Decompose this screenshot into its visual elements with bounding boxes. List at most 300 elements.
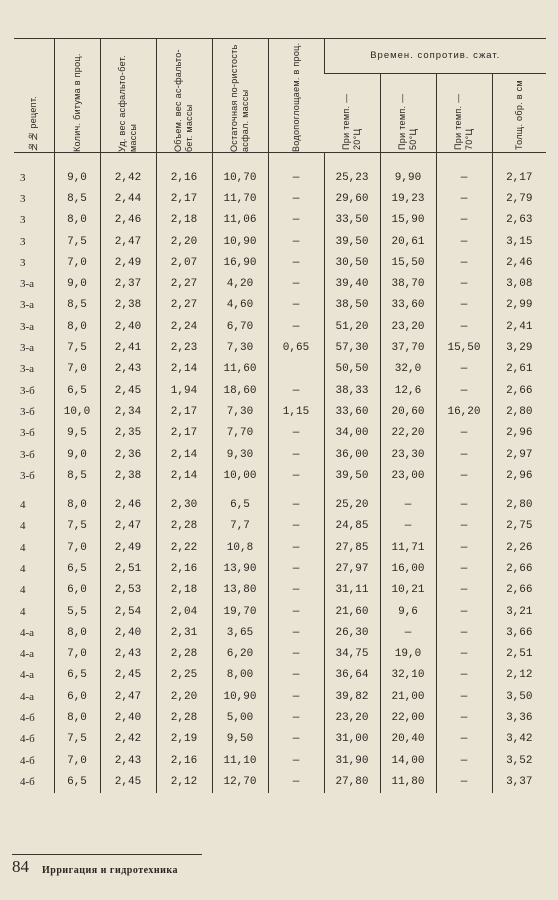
table-cell: 2,28	[156, 644, 212, 665]
table-cell: —	[268, 465, 324, 486]
table-row	[14, 273, 546, 294]
table-cell: 2,66	[492, 558, 546, 579]
table-cell: 27,80	[324, 771, 380, 792]
table-cell: 57,30	[324, 337, 380, 358]
table-cell: 1,15	[268, 401, 324, 422]
spacer-cell	[212, 486, 268, 494]
table-cell: 2,51	[492, 644, 546, 665]
table-cell: 39,50	[324, 465, 380, 486]
table-cell: 2,25	[156, 665, 212, 686]
table-cell: 2,16	[156, 750, 212, 771]
table-cell: 3	[20, 235, 26, 248]
table-cell: 3-а	[20, 342, 35, 355]
table-cell: 2,22	[156, 537, 212, 558]
table-cell: —	[268, 295, 324, 316]
table-cell: 23,20	[324, 707, 380, 728]
table-cell: —	[268, 494, 324, 515]
table-cell: 2,18	[156, 580, 212, 601]
table-cell: 8,00	[212, 665, 268, 686]
header-compression-group: Времен. сопротив. сжат.	[324, 39, 546, 74]
table-cell: 9,90	[380, 153, 436, 189]
table-row	[14, 153, 546, 189]
table-cell: 2,47	[100, 231, 156, 252]
table-cell: 11,71	[380, 537, 436, 558]
table-cell: 33,50	[324, 210, 380, 231]
table-cell: 24,85	[324, 516, 380, 537]
table-cell: 15,90	[380, 210, 436, 231]
table-cell: 23,30	[380, 444, 436, 465]
table-row	[14, 252, 546, 273]
table-cell: 10,00	[212, 465, 268, 486]
table-row	[14, 494, 546, 515]
table-cell: 33,60	[324, 401, 380, 422]
table-cell: 29,60	[324, 188, 380, 209]
table-row	[14, 558, 546, 579]
table-cell: —	[268, 316, 324, 337]
header-bitumen: Колич. битума в проц.	[54, 39, 100, 153]
table-cell: 2,17	[156, 423, 212, 444]
table-cell: 2,36	[100, 444, 156, 465]
table-cell: 1,94	[156, 380, 212, 401]
table-cell: 2,45	[100, 771, 156, 792]
table-row	[14, 444, 546, 465]
table-cell: 3,15	[492, 231, 546, 252]
table-cell: 2,45	[100, 380, 156, 401]
table-cell: —	[436, 707, 492, 728]
header-specific-weight: Уд. вес асфальто-бет. массы	[100, 39, 156, 153]
table-row	[14, 337, 546, 358]
table-cell: 4	[20, 562, 26, 575]
table-cell: 3,65	[212, 622, 268, 643]
table-cell: 2,43	[100, 750, 156, 771]
table-cell: 31,11	[324, 580, 380, 601]
table-row	[14, 516, 546, 537]
table-cell: 2,79	[492, 188, 546, 209]
table-cell: 2,44	[100, 188, 156, 209]
table-cell: 6,5	[54, 771, 100, 792]
header-volume-weight: Объем. вес ас-фальто-бет. массы	[156, 39, 212, 153]
table-cell: 6,5	[54, 558, 100, 579]
table-cell: 7,5	[54, 337, 100, 358]
table-cell: —	[436, 771, 492, 792]
table-cell: 2,20	[156, 231, 212, 252]
table-cell: —	[436, 580, 492, 601]
table-cell: 10,0	[54, 401, 100, 422]
table-cell: 9,30	[212, 444, 268, 465]
table-row	[14, 537, 546, 558]
table-cell: —	[436, 295, 492, 316]
table-cell: 8,0	[54, 622, 100, 643]
table-row	[14, 665, 546, 686]
table-cell: —	[436, 153, 492, 189]
table-cell: 4,60	[212, 295, 268, 316]
table-cell: —	[268, 210, 324, 231]
table-cell: 3-б	[20, 384, 35, 397]
table-cell: —	[268, 771, 324, 792]
table-cell: —	[268, 188, 324, 209]
spacer-cell	[324, 486, 380, 494]
header-temp-70: При темп. — 70°Ц	[436, 74, 492, 153]
spacer-cell	[14, 486, 54, 494]
table-cell: —	[268, 686, 324, 707]
table-cell: —	[436, 252, 492, 273]
header-thickness: Толщ. обр. в см	[492, 74, 546, 153]
table-cell: 8,0	[54, 707, 100, 728]
table-cell: 36,00	[324, 444, 380, 465]
table-cell: 37,70	[380, 337, 436, 358]
table-cell: —	[436, 273, 492, 294]
table-cell: —	[436, 316, 492, 337]
table-cell: 2,31	[156, 622, 212, 643]
table-cell: —	[268, 273, 324, 294]
table-cell: 2,43	[100, 644, 156, 665]
table-cell: 2,14	[156, 359, 212, 380]
table-cell: 2,47	[100, 686, 156, 707]
table-cell: 3	[20, 214, 26, 227]
table-cell: —	[436, 188, 492, 209]
table-cell: 3	[20, 192, 26, 205]
table-cell: 3,52	[492, 750, 546, 771]
table-cell: 12,6	[380, 380, 436, 401]
table-cell: —	[436, 380, 492, 401]
table-cell: —	[436, 686, 492, 707]
table-cell: 2,54	[100, 601, 156, 622]
table-cell: 7,30	[212, 401, 268, 422]
table-cell: 6,0	[54, 580, 100, 601]
table-row	[14, 771, 546, 792]
table-cell: 2,14	[156, 465, 212, 486]
table-cell: 3,36	[492, 707, 546, 728]
table-cell: 2,47	[100, 516, 156, 537]
table-row	[14, 188, 546, 209]
table-row	[14, 359, 546, 380]
table-cell: 3-а	[20, 363, 35, 376]
table-cell: 27,97	[324, 558, 380, 579]
table-cell: 3,21	[492, 601, 546, 622]
spacer-cell	[100, 486, 156, 494]
table-cell: 38,70	[380, 273, 436, 294]
table-row	[14, 622, 546, 643]
table-row	[14, 380, 546, 401]
table-cell: 16,90	[212, 252, 268, 273]
table-cell: 20,40	[380, 729, 436, 750]
table-cell: 25,23	[324, 153, 380, 189]
table-cell: 2,66	[492, 580, 546, 601]
spacer-cell	[380, 486, 436, 494]
table-cell: —	[436, 729, 492, 750]
table-cell: —	[268, 558, 324, 579]
table-cell: 11,06	[212, 210, 268, 231]
table-cell: 2,20	[156, 686, 212, 707]
table-cell	[268, 359, 324, 380]
table-cell: 3-б	[20, 427, 35, 440]
table-row	[14, 423, 546, 444]
table-cell: 3	[20, 171, 26, 184]
table-cell: —	[436, 423, 492, 444]
table-cell: 14,00	[380, 750, 436, 771]
table-row	[14, 401, 546, 422]
table-cell: —	[268, 622, 324, 643]
table-cell: 7,0	[54, 750, 100, 771]
table-cell: 11,60	[212, 359, 268, 380]
table-cell: 13,90	[212, 558, 268, 579]
table-cell: 0,65	[268, 337, 324, 358]
table-cell: 39,50	[324, 231, 380, 252]
table-cell: 9,50	[212, 729, 268, 750]
table-cell: —	[436, 601, 492, 622]
table-cell: 3,66	[492, 622, 546, 643]
table-cell: 7,5	[54, 231, 100, 252]
table-cell: 4-а	[20, 690, 35, 703]
table-cell: 2,46	[100, 210, 156, 231]
spacer-cell	[156, 486, 212, 494]
table-cell: 22,00	[380, 707, 436, 728]
table-row	[14, 644, 546, 665]
table-cell: 4-а	[20, 626, 35, 639]
table-cell: 3-б	[20, 469, 35, 482]
table-cell: —	[380, 494, 436, 515]
table-cell: 7,5	[54, 516, 100, 537]
table-row	[14, 210, 546, 231]
table-cell: —	[268, 423, 324, 444]
table-cell: 51,20	[324, 316, 380, 337]
table-cell: 2,46	[492, 252, 546, 273]
table-cell: 5,00	[212, 707, 268, 728]
table-cell: 30,50	[324, 252, 380, 273]
table-cell: 6,5	[54, 665, 100, 686]
table-cell: 12,70	[212, 771, 268, 792]
table-cell: 4-б	[20, 712, 35, 725]
table-row	[14, 686, 546, 707]
header-temp-20: При темп. — 20°Ц	[324, 74, 380, 153]
table-cell: 2,26	[492, 537, 546, 558]
table-cell: 25,20	[324, 494, 380, 515]
table-cell: 2,99	[492, 295, 546, 316]
table-cell: 7,7	[212, 516, 268, 537]
table-cell: 4-б	[20, 775, 35, 788]
table-cell: 22,20	[380, 423, 436, 444]
table-cell: —	[268, 644, 324, 665]
table-cell: 38,33	[324, 380, 380, 401]
table-cell: 2,42	[100, 729, 156, 750]
table-cell: 39,82	[324, 686, 380, 707]
table-cell: 2,46	[100, 494, 156, 515]
page-number: 84	[12, 857, 29, 876]
table-cell: 2,04	[156, 601, 212, 622]
table-cell: 2,16	[156, 153, 212, 189]
table-cell: 8,0	[54, 210, 100, 231]
table-cell: —	[436, 359, 492, 380]
table-cell: 20,61	[380, 231, 436, 252]
table-cell: —	[380, 622, 436, 643]
table-cell: 2,27	[156, 273, 212, 294]
table-cell: —	[268, 707, 324, 728]
table-cell: 9,6	[380, 601, 436, 622]
table-cell: 23,00	[380, 465, 436, 486]
page-footer	[12, 854, 202, 876]
table-cell: 2,40	[100, 622, 156, 643]
table-cell: 8,5	[54, 465, 100, 486]
table-cell: 16,20	[436, 401, 492, 422]
table-cell: 26,30	[324, 622, 380, 643]
table-cell: 2,40	[100, 316, 156, 337]
table-cell: 2,18	[156, 210, 212, 231]
table-cell: 50,50	[324, 359, 380, 380]
table-cell: 9,0	[54, 444, 100, 465]
table-cell: 3	[20, 256, 26, 269]
table-cell: 34,75	[324, 644, 380, 665]
table-cell: 34,00	[324, 423, 380, 444]
table-cell: 38,50	[324, 295, 380, 316]
table-row	[14, 750, 546, 771]
table-cell: 9,0	[54, 273, 100, 294]
table-cell: 33,60	[380, 295, 436, 316]
table-row	[14, 465, 546, 486]
table-cell: 2,17	[156, 188, 212, 209]
table-cell: 2,45	[100, 665, 156, 686]
table-cell: —	[436, 665, 492, 686]
journal-title: Ирригация и гидротехника	[42, 865, 178, 876]
table-cell: 2,17	[156, 401, 212, 422]
asphalt-concrete-test-table	[14, 38, 546, 793]
table-cell: 15,50	[380, 252, 436, 273]
table-cell: 6,5	[54, 380, 100, 401]
table-cell: 2,42	[100, 153, 156, 189]
table-row	[14, 231, 546, 252]
table-cell: —	[268, 729, 324, 750]
table-cell: 21,60	[324, 601, 380, 622]
table-cell: 2,66	[492, 380, 546, 401]
table-cell: 31,00	[324, 729, 380, 750]
table-cell: —	[436, 444, 492, 465]
table-cell: —	[268, 516, 324, 537]
table-cell: 4	[20, 499, 26, 512]
table-cell: —	[436, 558, 492, 579]
table-row	[14, 707, 546, 728]
table-row	[14, 316, 546, 337]
table-cell: 2,53	[100, 580, 156, 601]
spacer-cell	[54, 486, 100, 494]
table-cell: 19,70	[212, 601, 268, 622]
table-cell: —	[436, 750, 492, 771]
table-cell: —	[436, 644, 492, 665]
table-cell: 2,28	[156, 707, 212, 728]
table-cell: 39,40	[324, 273, 380, 294]
table-cell: 4,20	[212, 273, 268, 294]
table-cell: 8,0	[54, 316, 100, 337]
group-spacer-row	[14, 486, 546, 494]
table-cell: 10,90	[212, 686, 268, 707]
table-cell: —	[436, 494, 492, 515]
table-cell: 4-б	[20, 754, 35, 767]
table-cell: 2,96	[492, 465, 546, 486]
table-cell: 7,0	[54, 359, 100, 380]
table-cell: —	[268, 580, 324, 601]
table-cell: 2,16	[156, 558, 212, 579]
table-cell: 19,23	[380, 188, 436, 209]
table-cell: 3,29	[492, 337, 546, 358]
table-cell: 8,5	[54, 188, 100, 209]
table-cell: 2,61	[492, 359, 546, 380]
table-cell: —	[436, 231, 492, 252]
table-row	[14, 601, 546, 622]
table-cell: 2,12	[156, 771, 212, 792]
table-cell: 5,5	[54, 601, 100, 622]
table-cell: 2,40	[100, 707, 156, 728]
table-cell: 2,37	[100, 273, 156, 294]
table-cell: 2,38	[100, 295, 156, 316]
table-cell: 2,75	[492, 516, 546, 537]
table-cell: 19,0	[380, 644, 436, 665]
table-cell: —	[268, 601, 324, 622]
table-cell: 4	[20, 584, 26, 597]
table-cell: 6,5	[212, 494, 268, 515]
table-cell: 3-а	[20, 278, 35, 291]
table-cell: 6,70	[212, 316, 268, 337]
table-cell: 6,20	[212, 644, 268, 665]
table-cell: 2,34	[100, 401, 156, 422]
table-cell: 4	[20, 520, 26, 533]
table-cell: 36,64	[324, 665, 380, 686]
table-cell: —	[268, 750, 324, 771]
table-cell: 7,0	[54, 252, 100, 273]
table-cell: 3-б	[20, 448, 35, 461]
table-cell: 9,5	[54, 423, 100, 444]
table-cell: 10,90	[212, 231, 268, 252]
table-cell: —	[436, 622, 492, 643]
table-cell: 3,50	[492, 686, 546, 707]
table-cell: 11,70	[212, 188, 268, 209]
table-row	[14, 580, 546, 601]
table-row	[14, 729, 546, 750]
table-cell: 16,00	[380, 558, 436, 579]
table-cell: 21,00	[380, 686, 436, 707]
table-cell: 4-б	[20, 733, 35, 746]
table-cell: —	[268, 252, 324, 273]
table-cell: 9,0	[54, 153, 100, 189]
table-cell: —	[380, 516, 436, 537]
table-cell: 7,5	[54, 729, 100, 750]
table-cell: 4	[20, 605, 26, 618]
table-cell: 7,30	[212, 337, 268, 358]
spacer-cell	[436, 486, 492, 494]
table-cell: 2,14	[156, 444, 212, 465]
table-header-row	[14, 39, 546, 74]
table-cell: —	[268, 537, 324, 558]
header-recipe: №№ рецепт.	[14, 39, 54, 153]
table-cell: 10,21	[380, 580, 436, 601]
table-cell: 3,37	[492, 771, 546, 792]
table-cell: —	[436, 537, 492, 558]
table-row	[14, 295, 546, 316]
header-porosity: Остаточная по-ристость асфал. массы	[212, 39, 268, 153]
table-cell: —	[268, 665, 324, 686]
table-cell: 11,80	[380, 771, 436, 792]
table-cell: 4-а	[20, 669, 35, 682]
header-water-absorption: Водопоглощаем. в проц.	[268, 39, 324, 153]
table-cell: 2,27	[156, 295, 212, 316]
table-cell: 3-б	[20, 405, 35, 418]
table-cell: 2,28	[156, 516, 212, 537]
table-cell: 2,49	[100, 537, 156, 558]
table-cell: 31,90	[324, 750, 380, 771]
table-cell: 2,51	[100, 558, 156, 579]
table-cell: 2,17	[492, 153, 546, 189]
table-cell: 32,0	[380, 359, 436, 380]
table-cell: —	[436, 210, 492, 231]
table-cell: 8,5	[54, 295, 100, 316]
table-cell: 2,43	[100, 359, 156, 380]
